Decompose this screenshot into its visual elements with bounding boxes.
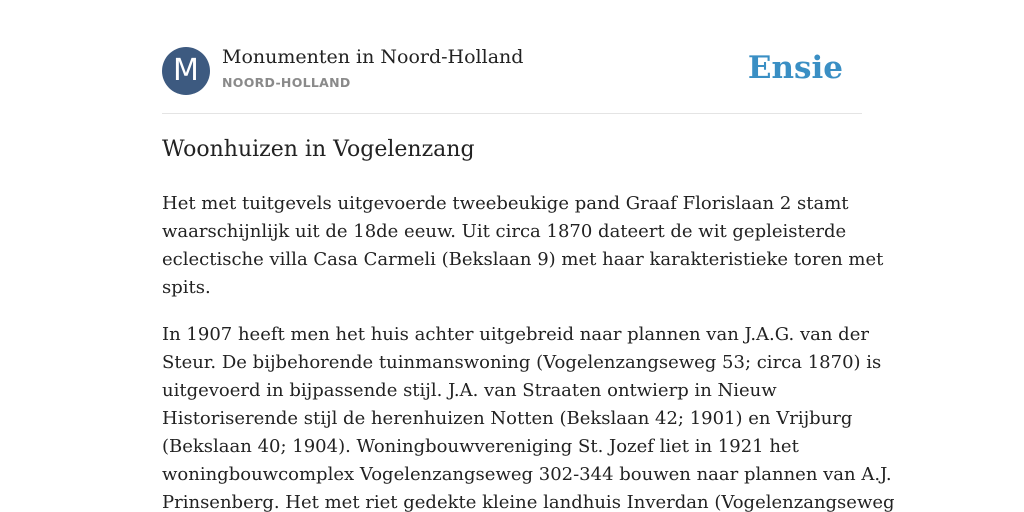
paragraph-line: uitgevoerd in bijpassende stijl. J.A. van Straaten ontwierp in Nieuw — [162, 380, 777, 401]
paragraph-line: (Bekslaan 40; 1904). Woningbouwvereniging St. Jozef liet in 1921 het — [162, 436, 799, 457]
source-header — [162, 46, 862, 96]
header-divider — [162, 113, 862, 114]
avatar[interactable]: M — [162, 47, 210, 95]
paragraph-1 — [162, 190, 884, 302]
article-body — [162, 190, 895, 512]
paragraph-line: woningbouwcomplex Vogelenzangseweg 302-344 bouwen naar plannen van A.J. — [162, 464, 892, 485]
source-subtitle[interactable]: NOORD-HOLLAND — [222, 75, 351, 90]
paragraph-line: In 1907 heeft men het huis achter uitgebreid naar plannen van J.A.G. van der — [162, 324, 869, 345]
paragraph-line: waarschijnlijk uit de 18de eeuw. Uit circa 1870 dateert de wit gepleisterde — [162, 221, 847, 242]
article-title: Woonhuizen in Vogelenzang — [162, 137, 475, 162]
brand-logo[interactable]: Ensie — [747, 50, 843, 86]
paragraph-line: Steur. De bijbehorende tuinmanswoning (Vogelenzangseweg 53; circa 1870) is — [162, 352, 882, 373]
paragraph-line: Historiserende stijl de herenhuizen Notten (Bekslaan 42; 1901) en Vrijburg — [162, 408, 853, 429]
paragraph-2 — [162, 321, 895, 512]
paragraph-line: Prinsenberg. Het met riet gedekte kleine landhuis Inverdan (Vogelenzangseweg — [162, 492, 895, 512]
paragraph-line: eclectische villa Casa Carmeli (Bekslaan 9) met haar karakteristieke toren met — [162, 249, 884, 270]
source-title[interactable]: Monumenten in Noord-Holland — [222, 46, 524, 68]
paragraph-line: Het met tuitgevels uitgevoerde tweebeukige pand Graaf Florislaan 2 stamt — [162, 193, 849, 214]
paragraph-line: spits. — [162, 277, 211, 298]
